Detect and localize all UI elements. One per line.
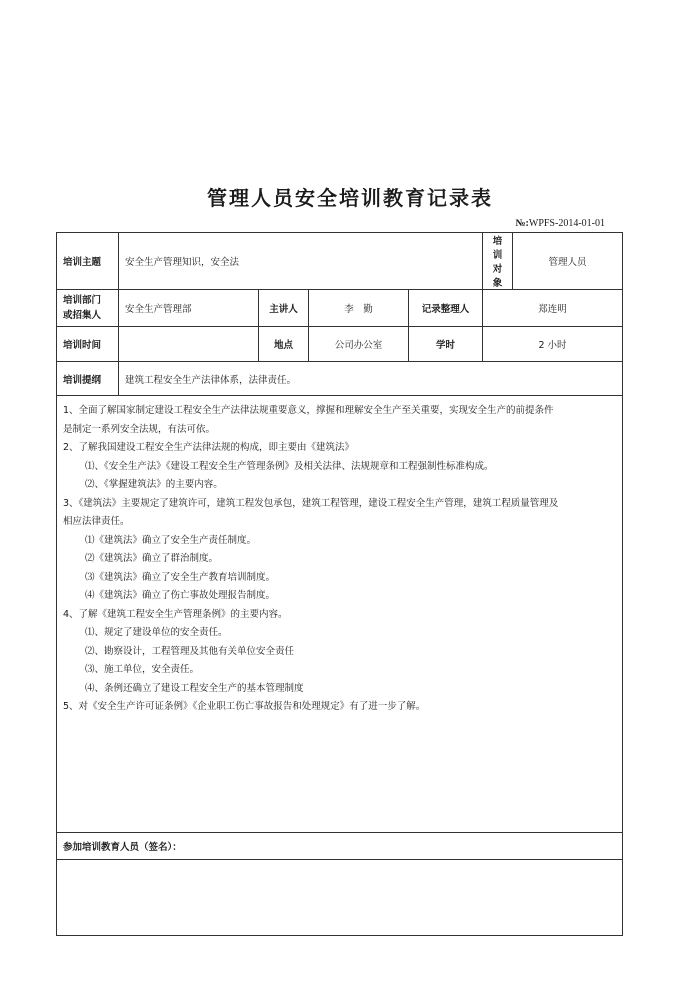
lecturer-value: 李 勤 [309,290,409,327]
lecturer-label: 主讲人 [259,290,309,327]
document-title: 管理人员安全培训教育记录表 [207,186,493,210]
hours-label: 学时 [409,327,483,362]
content-line: ⑷《建筑法》确立了伤亡事故处理报告制度。 [85,590,276,601]
time-label: 培训时间 [57,327,119,362]
table-row [57,860,623,936]
table-row [57,396,623,833]
document-number [515,218,605,229]
training-record-table [56,232,623,936]
signature-area[interactable] [57,860,623,936]
dept-value: 安全生产管理部 [119,290,259,327]
content-line: 2、了解我国建设工程安全生产法律法规的构成，即主要由《建筑法》 [63,442,355,453]
content-line: ⑴、《安全生产法》《建设工程安全生产管理条例》及相关法律、法规规章和工程强制性标准构成。 [85,460,494,472]
content-lines [63,402,616,717]
content-line: 相应法律责任。 [63,516,130,527]
table-row [57,362,623,396]
content-line: 5、对《安全生产许可证条例》《企业职工伤亡事故报告和处理规定》有了进一步了解。 [63,701,426,712]
dept-label [57,290,119,327]
content-line: 4、了解《建筑工程安全生产管理条例》的主要内容。 [63,608,288,620]
content-line: ⑶《建筑法》确立了安全生产教育培训制度。 [85,571,276,583]
topic-label: 培训主题 [57,233,119,290]
audience-value: 管理人员 [513,233,623,290]
table-row [57,833,623,860]
content-line: 是制定一系列安全法规，有法可依。 [63,423,216,435]
sign-label: 参加培训教育人员（签名）： [57,833,623,860]
dept-label-line-1: 培训部门 [63,295,102,306]
place-label: 地点 [259,327,309,362]
content-line: ⑵、《掌握建筑法》的主要内容。 [85,479,223,490]
content-line: ⑴、规定了建设单位的安全责任。 [85,627,228,638]
hours-value: 2 小时 [483,327,623,362]
outline-label: 培训提纲 [57,362,119,396]
place-value: 公司办公室 [309,327,409,362]
doc-number-label: №: [515,218,529,229]
content-line: ⑵、勘察设计，工程管理及其他有关单位安全责任 [85,645,295,657]
recorder-value: 郑连明 [483,290,623,327]
content-line: ⑶、施工单位，安全责任。 [85,664,200,675]
content-line: ⑵《建筑法》确立了群治制度。 [85,553,219,564]
table-row [57,233,623,290]
training-content [57,396,623,833]
topic-value: 安全生产管理知识，安全法 [119,233,483,290]
time-value [119,327,259,362]
doc-number-value: WPFS-2014-01-01 [528,218,605,229]
recorder-label: 记录整理人 [409,290,483,327]
table-row [57,290,623,327]
content-line: ⑷、条例还确立了建设工程安全生产的基本管理制度 [85,682,304,694]
content-line: 1、全面了解国家制定建设工程安全生产法律法规重要意义，撑握和理解安全生产至关重要，实现安全生产的前提条件 [63,405,554,416]
dept-label-line-2: 或招集人 [63,310,102,321]
content-line: 3、《建筑法》主要规定了建筑许可，建筑工程发包承包，建筑工程管理，建设工程安全生产管理，建筑工程质量管理及 [63,497,559,509]
audience-label: 培训对象 [483,233,513,290]
table-row [57,327,623,362]
content-line: ⑴《建筑法》确立了安全生产责任制度。 [85,534,257,546]
outline-value: 建筑工程安全生产法律体系，法律责任。 [119,362,623,396]
